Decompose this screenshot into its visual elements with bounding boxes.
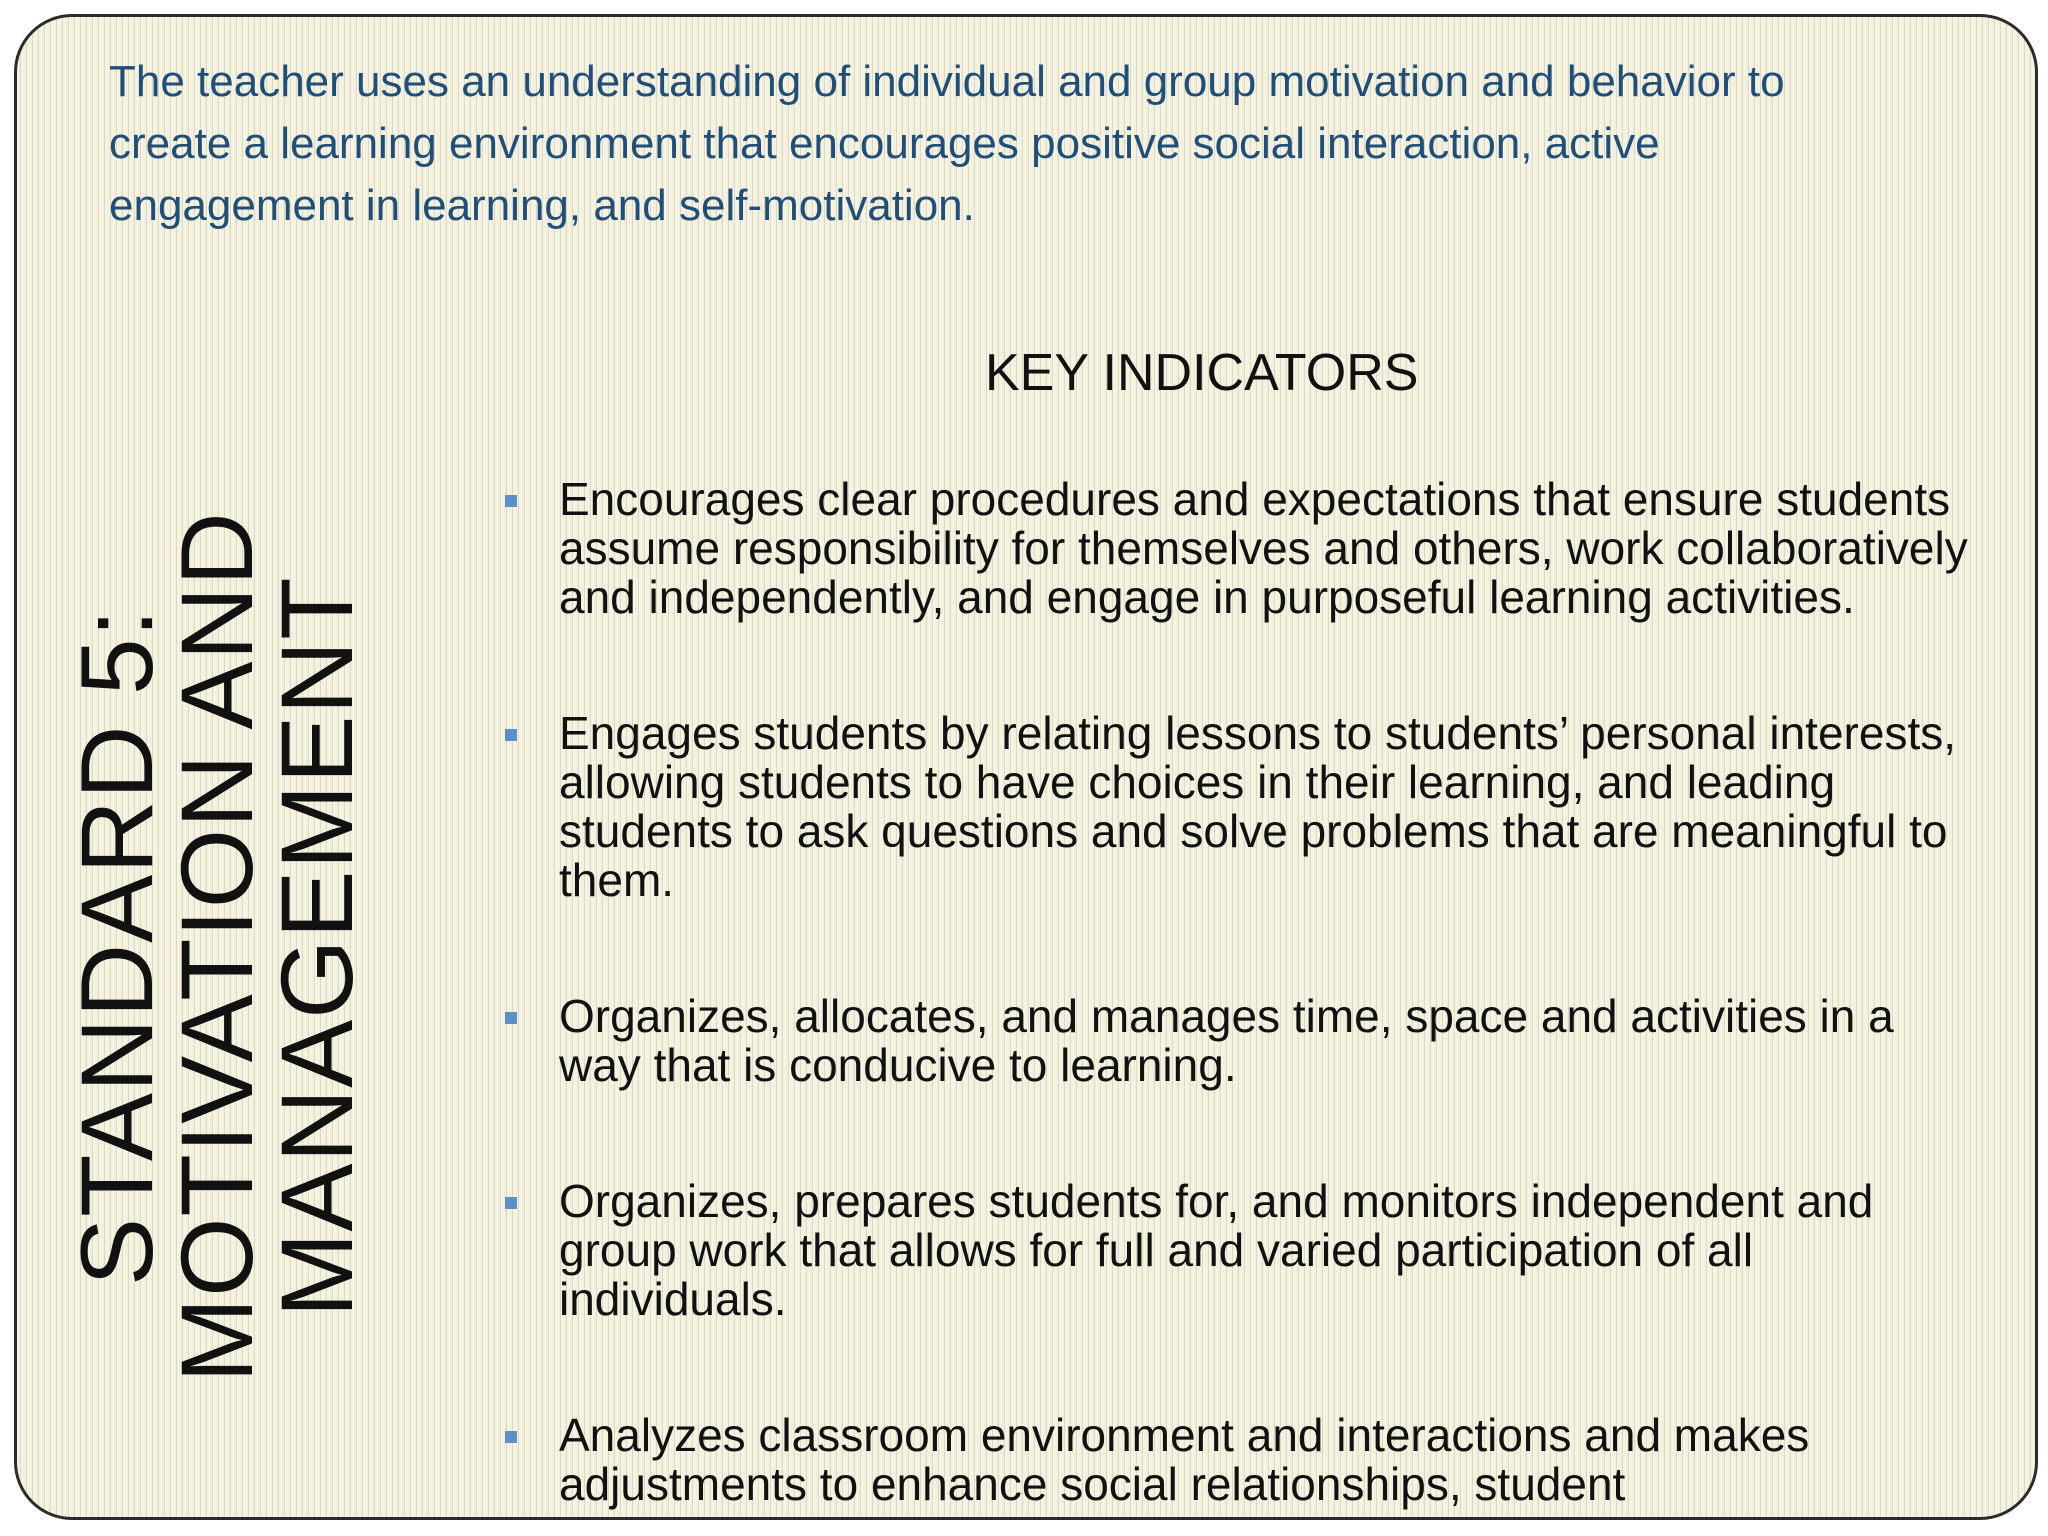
- indicator-text: Encourages clear procedures and expectations that ensure students assume responsibility for themselves and others, work collaboratively and independently, and engage in purposeful learning activities.: [559, 473, 1968, 623]
- standard-title: [60, 477, 374, 1417]
- square-bullet-icon: [505, 729, 517, 741]
- square-bullet-icon: [505, 1197, 517, 1209]
- slide-card: [14, 14, 2038, 1520]
- indicator-text: Engages students by relating lessons to students’ personal interests, allowing students to have choices in their learning, and leading students to ask questions and solve problems that are meaningful to them.: [559, 707, 1957, 906]
- standard-title-line: MANAGEMENT: [260, 576, 374, 1318]
- key-indicators-list: [495, 475, 1975, 1520]
- key-indicators-heading: KEY INDICATORS: [985, 344, 1419, 402]
- indicator-item: [495, 475, 1975, 622]
- indicator-text: Analyzes classroom environment and interactions and makes adjustments to enhance social relationships, student: [559, 1409, 1810, 1510]
- indicator-item: [495, 992, 1975, 1090]
- square-bullet-icon: [505, 495, 517, 507]
- standard-title-line: STANDARD 5:: [60, 608, 174, 1286]
- indicator-item: [495, 709, 1975, 905]
- square-bullet-icon: [505, 1431, 517, 1443]
- standard-description: The teacher uses an understanding of individual and group motivation and behavior to create a learning environment that encourages positive social interaction, active engagement in learning, and self-motivation.: [109, 57, 1785, 230]
- indicator-text: Organizes, prepares students for, and monitors independent and group work that allows for full and varied participation of all individuals.: [559, 1175, 1874, 1325]
- indicator-text: Organizes, allocates, and manages time, space and activities in a way that is conducive to learning.: [559, 990, 1894, 1091]
- standard-title-text: [60, 511, 374, 1383]
- square-bullet-icon: [505, 1012, 517, 1024]
- indicator-item: [495, 1177, 1975, 1324]
- indicator-item: [495, 1411, 1975, 1509]
- standard-title-line: MOTIVATION AND: [160, 511, 274, 1383]
